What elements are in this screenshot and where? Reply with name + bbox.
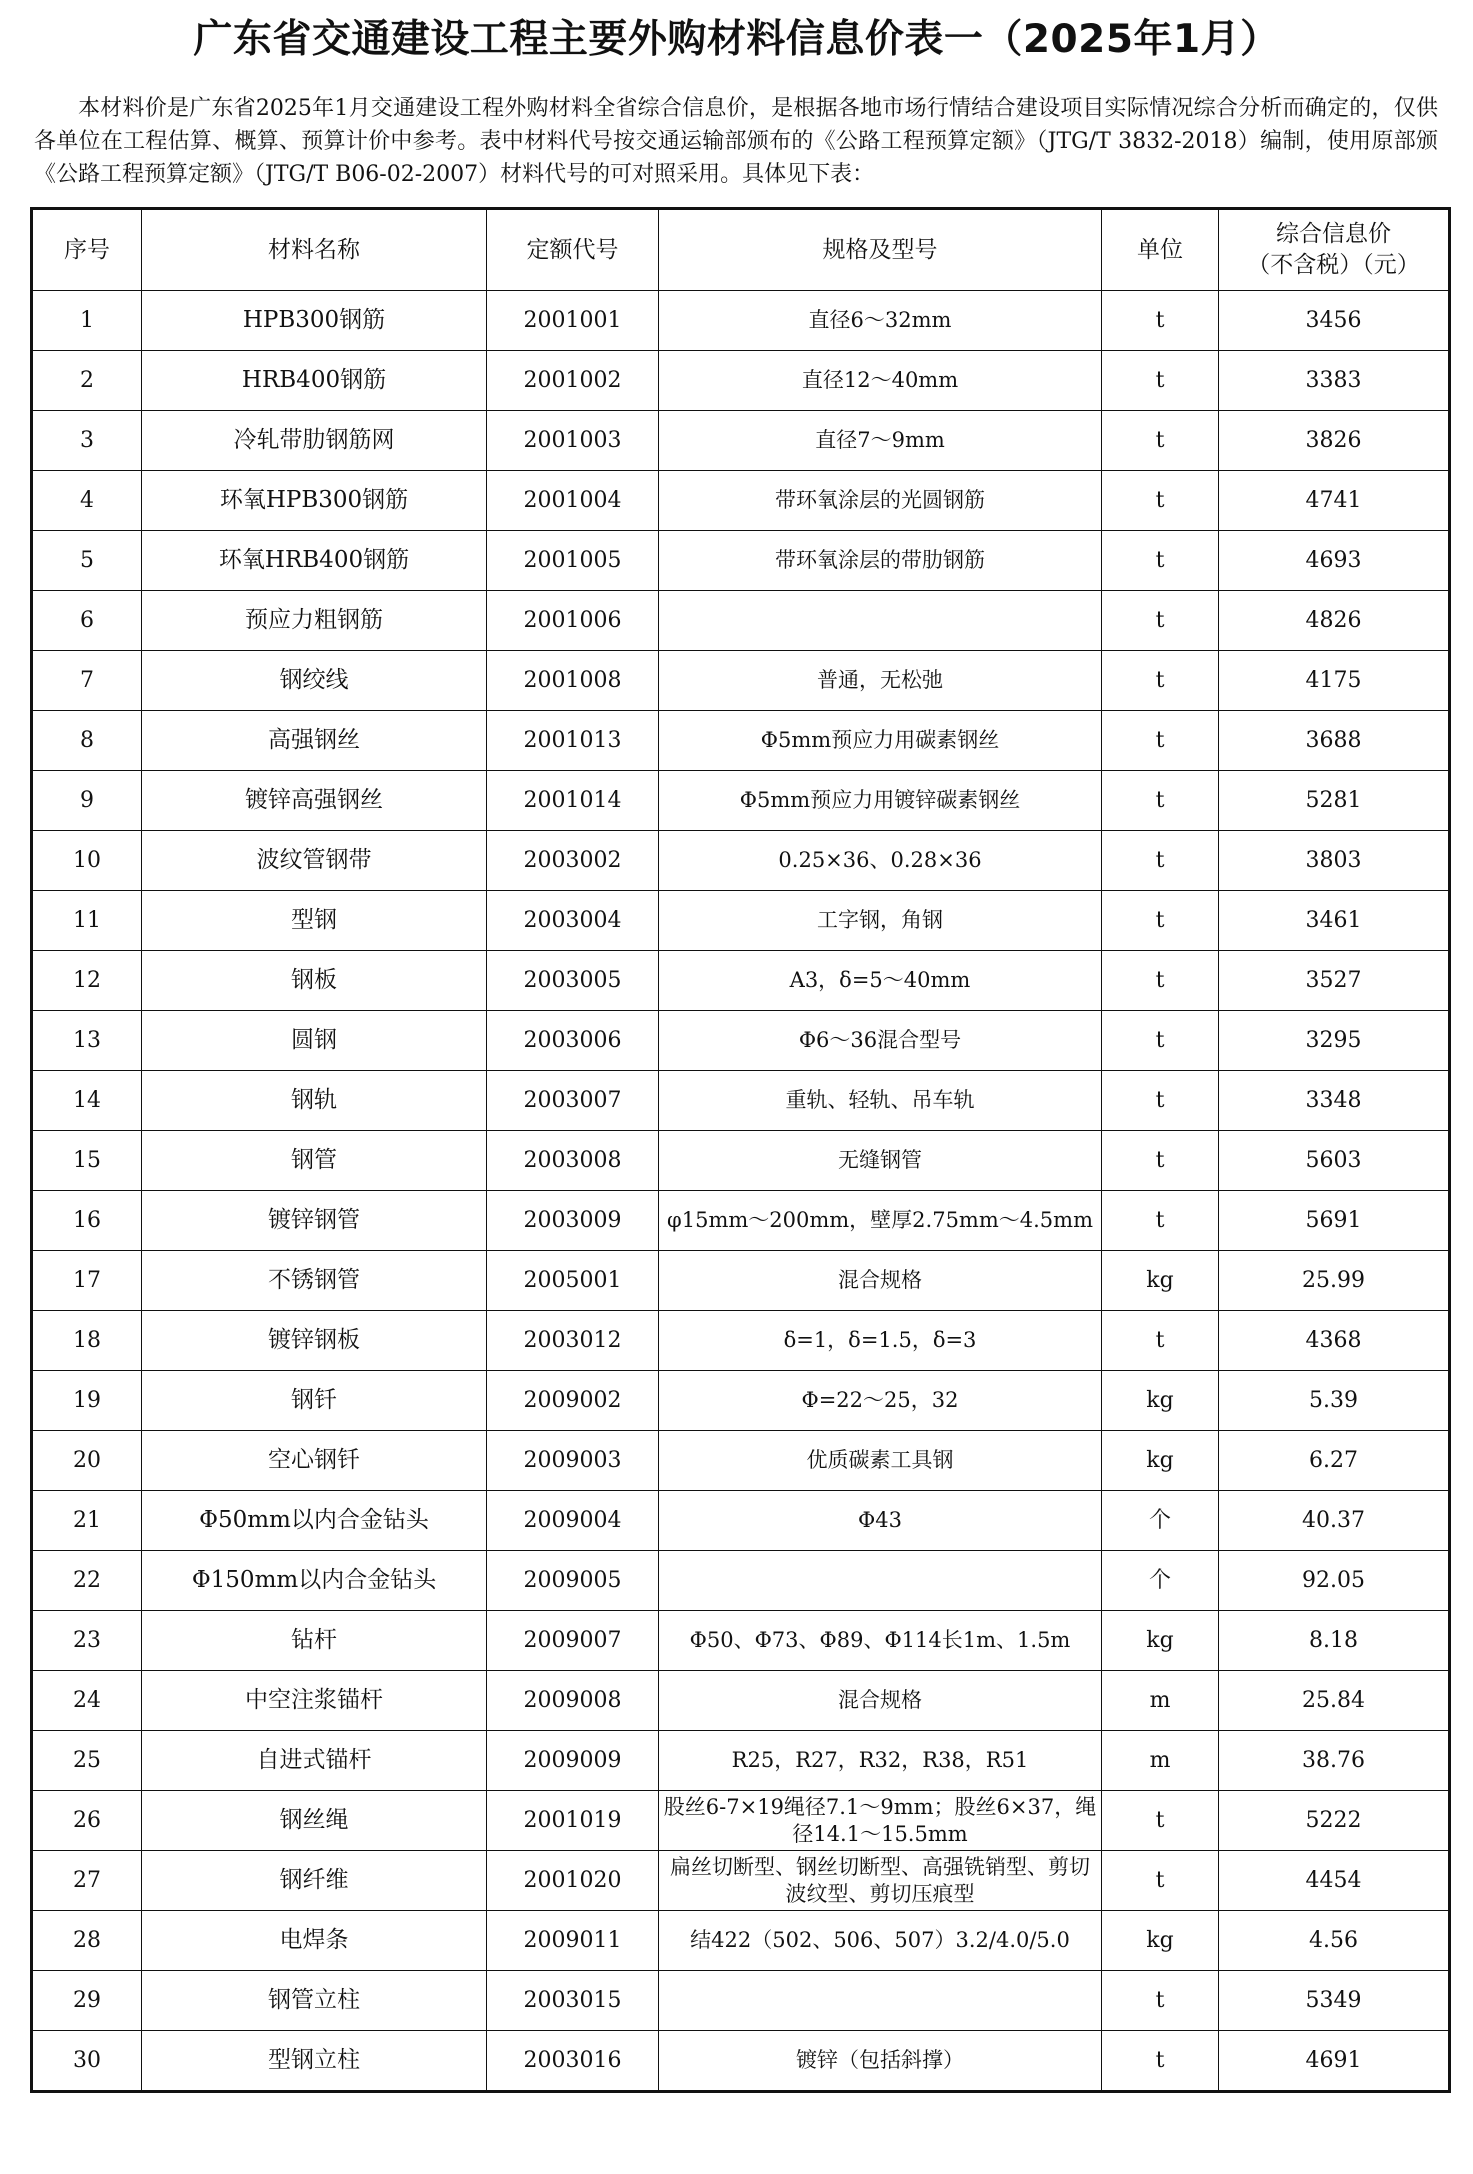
table-row: [32, 831, 1450, 891]
cell-index: 6: [32, 591, 142, 651]
cell-price: 5349: [1219, 1971, 1450, 2031]
table-row: [32, 651, 1450, 711]
cell-code: 2001002: [487, 351, 659, 411]
cell-code: 2003007: [487, 1071, 659, 1131]
cell-spec: 带环氧涂层的光圆钢筋: [659, 471, 1102, 531]
cell-index: 20: [32, 1431, 142, 1491]
cell-price: 4826: [1219, 591, 1450, 651]
header-price: [1219, 209, 1450, 291]
cell-unit: t: [1102, 1191, 1219, 1251]
material-price-table: [30, 207, 1451, 2093]
cell-index: 25: [32, 1731, 142, 1791]
cell-code: 2003004: [487, 891, 659, 951]
cell-name: 中空注浆锚杆: [142, 1671, 487, 1731]
cell-name: 型钢: [142, 891, 487, 951]
cell-code: 2009005: [487, 1551, 659, 1611]
cell-unit: t: [1102, 1071, 1219, 1131]
cell-unit: t: [1102, 1791, 1219, 1851]
cell-name: 波纹管钢带: [142, 831, 487, 891]
header-price-line1: 综合信息价: [1276, 221, 1391, 247]
cell-index: 28: [32, 1911, 142, 1971]
cell-code: 2001008: [487, 651, 659, 711]
cell-price: 3688: [1219, 711, 1450, 771]
cell-price: 5603: [1219, 1131, 1450, 1191]
cell-index: 10: [32, 831, 142, 891]
cell-unit: kg: [1102, 1431, 1219, 1491]
table-row: [32, 1731, 1450, 1791]
cell-name: Φ50mm以内合金钻头: [142, 1491, 487, 1551]
table-row: [32, 1311, 1450, 1371]
cell-index: 8: [32, 711, 142, 771]
cell-index: 21: [32, 1491, 142, 1551]
cell-name: 高强钢丝: [142, 711, 487, 771]
cell-code: 2009004: [487, 1491, 659, 1551]
table-row: [32, 531, 1450, 591]
header-name: 材料名称: [142, 209, 487, 291]
cell-name: 钢轨: [142, 1071, 487, 1131]
header-unit: 单位: [1102, 209, 1219, 291]
cell-code: 2003006: [487, 1011, 659, 1071]
cell-price: 4693: [1219, 531, 1450, 591]
table-row: [32, 1131, 1450, 1191]
cell-price: 38.76: [1219, 1731, 1450, 1791]
cell-code: 2003009: [487, 1191, 659, 1251]
cell-code: 2009009: [487, 1731, 659, 1791]
cell-price: 4368: [1219, 1311, 1450, 1371]
cell-spec: 工字钢，角钢: [659, 891, 1102, 951]
cell-index: 12: [32, 951, 142, 1011]
table-row: [32, 1911, 1450, 1971]
table-row: [32, 1671, 1450, 1731]
cell-name: 钢丝绳: [142, 1791, 487, 1851]
cell-spec: 0.25×36、0.28×36: [659, 831, 1102, 891]
cell-name: 自进式锚杆: [142, 1731, 487, 1791]
cell-index: 27: [32, 1851, 142, 1911]
cell-price: 3826: [1219, 411, 1450, 471]
cell-code: 2005001: [487, 1251, 659, 1311]
cell-code: 2001003: [487, 411, 659, 471]
table-row: [32, 1971, 1450, 2031]
cell-spec: Φ5mm预应力用碳素钢丝: [659, 711, 1102, 771]
cell-index: 11: [32, 891, 142, 951]
cell-price: 3348: [1219, 1071, 1450, 1131]
cell-index: 22: [32, 1551, 142, 1611]
cell-unit: t: [1102, 1011, 1219, 1071]
table-row: [32, 471, 1450, 531]
cell-spec: 镀锌（包括斜撑）: [659, 2031, 1102, 2092]
table-row: [32, 711, 1450, 771]
cell-index: 16: [32, 1191, 142, 1251]
cell-code: 2001019: [487, 1791, 659, 1851]
table-row: [32, 1551, 1450, 1611]
cell-unit: 个: [1102, 1551, 1219, 1611]
table-row: [32, 1491, 1450, 1551]
cell-code: 2003015: [487, 1971, 659, 2031]
cell-name: 镀锌钢管: [142, 1191, 487, 1251]
cell-name: HPB300钢筋: [142, 291, 487, 351]
cell-code: 2001001: [487, 291, 659, 351]
cell-price: 4175: [1219, 651, 1450, 711]
cell-index: 14: [32, 1071, 142, 1131]
cell-index: 4: [32, 471, 142, 531]
cell-index: 24: [32, 1671, 142, 1731]
table-row: [32, 1791, 1450, 1851]
cell-index: 18: [32, 1311, 142, 1371]
cell-price: 3803: [1219, 831, 1450, 891]
table-row: [32, 1251, 1450, 1311]
cell-index: 15: [32, 1131, 142, 1191]
cell-unit: 个: [1102, 1491, 1219, 1551]
cell-index: 30: [32, 2031, 142, 2092]
table-row: [32, 291, 1450, 351]
cell-code: 2003002: [487, 831, 659, 891]
cell-price: 3461: [1219, 891, 1450, 951]
cell-spec: 混合规格: [659, 1251, 1102, 1311]
table-header-row: [32, 209, 1450, 291]
cell-unit: m: [1102, 1731, 1219, 1791]
table-row: [32, 1011, 1450, 1071]
cell-price: 3295: [1219, 1011, 1450, 1071]
cell-spec: Φ5mm预应力用镀锌碳素钢丝: [659, 771, 1102, 831]
cell-index: 19: [32, 1371, 142, 1431]
cell-name: 冷轧带肋钢筋网: [142, 411, 487, 471]
cell-name: 圆钢: [142, 1011, 487, 1071]
cell-unit: t: [1102, 711, 1219, 771]
cell-spec: [659, 1971, 1102, 2031]
cell-unit: t: [1102, 531, 1219, 591]
cell-unit: kg: [1102, 1611, 1219, 1671]
table-row: [32, 1851, 1450, 1911]
cell-unit: t: [1102, 291, 1219, 351]
cell-name: 镀锌钢板: [142, 1311, 487, 1371]
table-row: [32, 771, 1450, 831]
cell-index: 26: [32, 1791, 142, 1851]
cell-index: 1: [32, 291, 142, 351]
table-row: [32, 1431, 1450, 1491]
cell-price: 3456: [1219, 291, 1450, 351]
cell-name: 电焊条: [142, 1911, 487, 1971]
header-code: 定额代号: [487, 209, 659, 291]
cell-code: 2009002: [487, 1371, 659, 1431]
header-index: 序号: [32, 209, 142, 291]
cell-price: 8.18: [1219, 1611, 1450, 1671]
cell-spec: Φ43: [659, 1491, 1102, 1551]
cell-unit: t: [1102, 771, 1219, 831]
cell-unit: t: [1102, 1311, 1219, 1371]
cell-spec: A3，δ=5～40mm: [659, 951, 1102, 1011]
cell-code: 2001006: [487, 591, 659, 651]
cell-unit: t: [1102, 651, 1219, 711]
cell-spec: δ=1，δ=1.5，δ=3: [659, 1311, 1102, 1371]
table-row: [32, 951, 1450, 1011]
cell-spec: Φ50、Φ73、Φ89、Φ114长1m、1.5m: [659, 1611, 1102, 1671]
cell-spec: 混合规格: [659, 1671, 1102, 1731]
table-row: [32, 1371, 1450, 1431]
cell-spec: Φ=22～25，32: [659, 1371, 1102, 1431]
cell-name: 型钢立柱: [142, 2031, 487, 2092]
cell-price: 40.37: [1219, 1491, 1450, 1551]
cell-code: 2009008: [487, 1671, 659, 1731]
cell-index: 23: [32, 1611, 142, 1671]
cell-name: 钢绞线: [142, 651, 487, 711]
cell-unit: t: [1102, 351, 1219, 411]
cell-code: 2001020: [487, 1851, 659, 1911]
cell-index: 3: [32, 411, 142, 471]
table-row: [32, 891, 1450, 951]
cell-name: 镀锌高强钢丝: [142, 771, 487, 831]
cell-price: 4691: [1219, 2031, 1450, 2092]
cell-spec: 扁丝切断型、钢丝切断型、高强铣销型、剪切波纹型、剪切压痕型: [659, 1851, 1102, 1911]
cell-price: 6.27: [1219, 1431, 1450, 1491]
cell-price: 3527: [1219, 951, 1450, 1011]
cell-price: 5281: [1219, 771, 1450, 831]
cell-index: 2: [32, 351, 142, 411]
cell-unit: kg: [1102, 1911, 1219, 1971]
cell-index: 9: [32, 771, 142, 831]
cell-spec: 普通，无松弛: [659, 651, 1102, 711]
cell-name: 环氧HPB300钢筋: [142, 471, 487, 531]
cell-price: 25.99: [1219, 1251, 1450, 1311]
cell-unit: t: [1102, 1971, 1219, 2031]
cell-unit: t: [1102, 2031, 1219, 2092]
cell-unit: t: [1102, 1131, 1219, 1191]
cell-index: 7: [32, 651, 142, 711]
cell-unit: t: [1102, 831, 1219, 891]
cell-price: 4.56: [1219, 1911, 1450, 1971]
cell-spec: Φ6～36混合型号: [659, 1011, 1102, 1071]
cell-index: 5: [32, 531, 142, 591]
cell-code: 2001013: [487, 711, 659, 771]
cell-code: 2003016: [487, 2031, 659, 2092]
cell-price: 25.84: [1219, 1671, 1450, 1731]
cell-unit: t: [1102, 471, 1219, 531]
cell-price: 5.39: [1219, 1371, 1450, 1431]
cell-index: 13: [32, 1011, 142, 1071]
cell-name: 不锈钢管: [142, 1251, 487, 1311]
table-row: [32, 591, 1450, 651]
cell-index: 17: [32, 1251, 142, 1311]
cell-code: 2003005: [487, 951, 659, 1011]
cell-spec: 优质碳素工具钢: [659, 1431, 1102, 1491]
page-title: 广东省交通建设工程主要外购材料信息价表一（2025年1月）: [193, 17, 1280, 62]
cell-unit: t: [1102, 591, 1219, 651]
cell-spec: 股丝6-7×19绳径7.1～9mm；股丝6×37，绳径14.1～15.5mm: [659, 1791, 1102, 1851]
cell-unit: m: [1102, 1671, 1219, 1731]
table-row: [32, 411, 1450, 471]
cell-unit: t: [1102, 411, 1219, 471]
header-price-line2: （不含税）（元）: [1247, 252, 1420, 278]
cell-unit: t: [1102, 891, 1219, 951]
cell-name: 钻杆: [142, 1611, 487, 1671]
table-row: [32, 1071, 1450, 1131]
table-body: [32, 291, 1450, 2092]
intro-paragraph: 本材料价是广东省2025年1月交通建设工程外购材料全省综合信息价，是根据各地市场行情结合建设项目实际情况综合分析而确定的，仅供各单位在工程估算、概算、预算计价中参考。表中材料代号按交通运输部颁布的《公路工程预算定额》（JTG/T 3832-2018）编制，使用原部颁《公路工程预算定额》（JTG/T B06-02-2007）材料代号的可对照采用。具体见下表：: [34, 96, 1438, 187]
cell-name: 钢纤维: [142, 1851, 487, 1911]
cell-spec: 无缝钢管: [659, 1131, 1102, 1191]
cell-price: 5222: [1219, 1791, 1450, 1851]
table-row: [32, 1191, 1450, 1251]
cell-spec: 结422（502、506、507）3.2/4.0/5.0: [659, 1911, 1102, 1971]
cell-spec: 重轨、轻轨、吊车轨: [659, 1071, 1102, 1131]
cell-spec: 直径7～9mm: [659, 411, 1102, 471]
cell-unit: kg: [1102, 1371, 1219, 1431]
table-row: [32, 2031, 1450, 2092]
cell-price: 4454: [1219, 1851, 1450, 1911]
cell-price: 92.05: [1219, 1551, 1450, 1611]
cell-code: 2009007: [487, 1611, 659, 1671]
cell-name: HRB400钢筋: [142, 351, 487, 411]
cell-unit: t: [1102, 951, 1219, 1011]
cell-code: 2009003: [487, 1431, 659, 1491]
cell-price: 3383: [1219, 351, 1450, 411]
cell-spec: [659, 1551, 1102, 1611]
cell-name: 预应力粗钢筋: [142, 591, 487, 651]
cell-spec: 带环氧涂层的带肋钢筋: [659, 531, 1102, 591]
header-spec: 规格及型号: [659, 209, 1102, 291]
cell-code: 2003008: [487, 1131, 659, 1191]
cell-code: 2001014: [487, 771, 659, 831]
cell-name: 环氧HRB400钢筋: [142, 531, 487, 591]
cell-name: 钢管立柱: [142, 1971, 487, 2031]
cell-spec: [659, 591, 1102, 651]
cell-name: 空心钢钎: [142, 1431, 487, 1491]
cell-unit: kg: [1102, 1251, 1219, 1311]
cell-spec: 直径12～40mm: [659, 351, 1102, 411]
cell-name: 钢管: [142, 1131, 487, 1191]
cell-spec: φ15mm～200mm，壁厚2.75mm～4.5mm: [659, 1191, 1102, 1251]
cell-unit: t: [1102, 1851, 1219, 1911]
cell-code: 2001004: [487, 471, 659, 531]
cell-spec: 直径6～32mm: [659, 291, 1102, 351]
cell-name: 钢板: [142, 951, 487, 1011]
cell-code: 2009011: [487, 1911, 659, 1971]
cell-price: 4741: [1219, 471, 1450, 531]
table-row: [32, 351, 1450, 411]
cell-name: Φ150mm以内合金钻头: [142, 1551, 487, 1611]
cell-price: 5691: [1219, 1191, 1450, 1251]
table-row: [32, 1611, 1450, 1671]
cell-spec: R25，R27，R32，R38，R51: [659, 1731, 1102, 1791]
cell-code: 2003012: [487, 1311, 659, 1371]
cell-index: 29: [32, 1971, 142, 2031]
cell-name: 钢钎: [142, 1371, 487, 1431]
cell-code: 2001005: [487, 531, 659, 591]
